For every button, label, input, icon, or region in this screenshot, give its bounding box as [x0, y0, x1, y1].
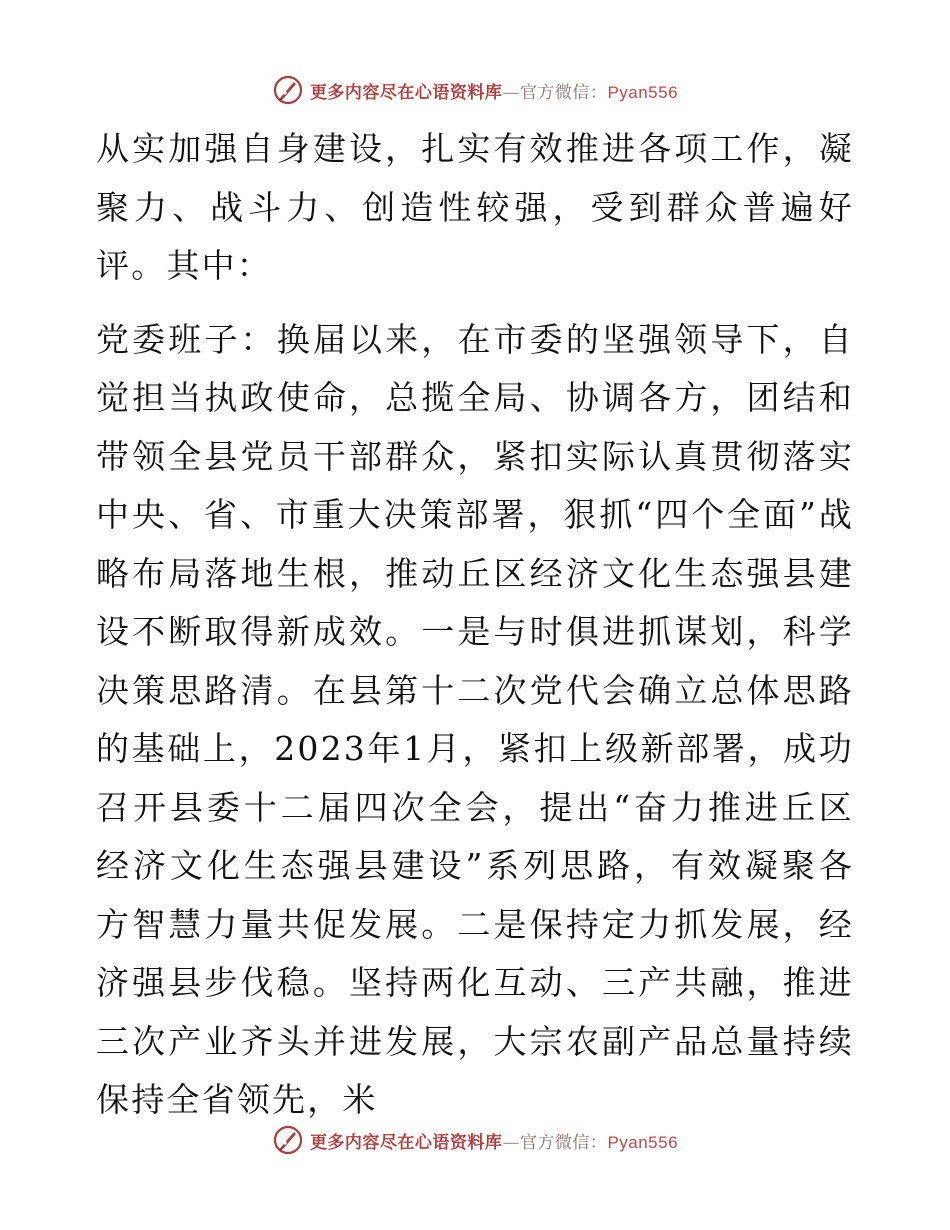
watermark-account: Pyan556: [607, 1132, 679, 1152]
watermark-label: 官方微信：: [519, 82, 608, 103]
footer-watermark: [0, 1120, 950, 1160]
quill-logo-icon: [272, 1124, 304, 1156]
watermark-separator: —: [502, 1132, 520, 1153]
header-watermark: [0, 70, 950, 110]
watermark-account: Pyan556: [607, 82, 679, 102]
paragraph-intro: 从实加强自身建设，扎实有效推进各项工作，凝聚力、战斗力、创造性较强，受到群众普遍好评。其中：: [96, 129, 854, 285]
document-body: [96, 120, 854, 1130]
watermark-separator: —: [502, 82, 520, 103]
watermark-brand: 更多内容尽在心语资料库: [309, 82, 503, 103]
watermark-label: 官方微信：: [519, 1132, 608, 1153]
quill-logo-icon: [272, 74, 304, 106]
paragraph-party-committee: 党委班子：换届以来，在市委的坚强领导下，自觉担当执政使命，总揽全局、协调各方，团结和带领全县党员干部群众，紧扣实际认真贯彻落实中央、省、市重大决策部署，狠抓“四个全面”战略布局落地生根，推动丘区经济文化生态强县建设不断取得新成效。一是与时俱进抓谋划，科学决策思路清。在县第十二次党代会确立总体思路的基础上，2023年1月，紧扣上级新部署，成功召开县委十二届四次全会，提出“奋力推进丘区经济文化生态强县建设”系列思路，有效凝聚各方智慧力量共促发展。二是保持定力抓发展，经济强县步伐稳。坚持两化互动、三产共融，推进三次产业齐头并进发展，大宗农副产品总量持续保持全省领先，米: [96, 319, 854, 1119]
watermark-brand: 更多内容尽在心语资料库: [309, 1132, 503, 1153]
